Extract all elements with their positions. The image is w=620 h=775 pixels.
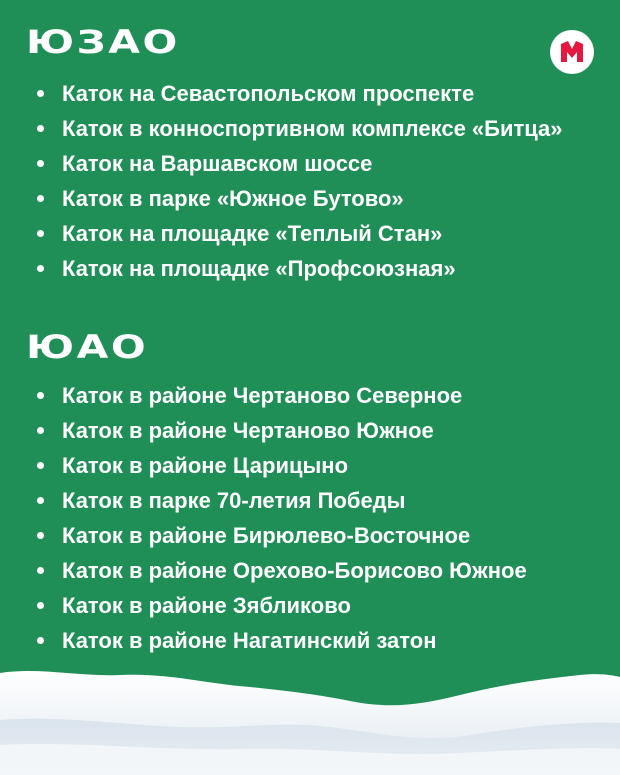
- list-item: [0, 113, 620, 144]
- list-item-label: Каток в конноспортивном комплексе «Битца»: [62, 116, 563, 141]
- bullet-icon: [37, 392, 44, 399]
- section-title-yuao: ЮАО: [26, 328, 149, 366]
- bullet-icon: [37, 160, 44, 167]
- list-item-label: Каток на Севастопольском проспекте: [62, 81, 475, 106]
- list-item-label: Каток в районе Орехово-Борисово Южное: [62, 558, 527, 583]
- yuao-rink-list: [0, 380, 620, 660]
- list-item: [0, 555, 620, 586]
- list-item: [0, 485, 620, 516]
- bullet-icon: [37, 462, 44, 469]
- snow-drift-illustration: [0, 665, 620, 775]
- list-item-label: Каток в районе Зябликово: [62, 593, 351, 618]
- list-item-label: Каток в парке 70-летия Победы: [62, 488, 406, 513]
- list-item: [0, 183, 620, 214]
- list-item-label: Каток в районе Чертаново Северное: [62, 383, 463, 408]
- list-item-label: Каток на Варшавском шоссе: [62, 151, 373, 176]
- list-item: [0, 380, 620, 411]
- m-logo-glyph: [559, 40, 585, 64]
- list-item: [0, 78, 620, 109]
- m-logo-icon: [550, 30, 594, 74]
- list-item-label: Каток в парке «Южное Бутово»: [62, 186, 404, 211]
- bullet-icon: [37, 602, 44, 609]
- list-item: [0, 590, 620, 621]
- list-item-label: Каток в районе Нагатинский затон: [62, 628, 437, 653]
- list-item: [0, 415, 620, 446]
- list-item: [0, 148, 620, 179]
- bullet-icon: [37, 90, 44, 97]
- bullet-icon: [37, 427, 44, 434]
- bullet-icon: [37, 497, 44, 504]
- bullet-icon: [37, 532, 44, 539]
- bullet-icon: [37, 195, 44, 202]
- bullet-icon: [37, 567, 44, 574]
- list-item: [0, 218, 620, 249]
- list-item-label: Каток в районе Бирюлево-Восточное: [62, 523, 471, 548]
- list-item: [0, 520, 620, 551]
- list-item: [0, 253, 620, 284]
- bullet-icon: [37, 265, 44, 272]
- list-item-label: Каток на площадке «Профсоюзная»: [62, 256, 456, 281]
- list-item-label: Каток в районе Чертаново Южное: [62, 418, 434, 443]
- bullet-icon: [37, 230, 44, 237]
- list-item: [0, 450, 620, 481]
- bullet-icon: [37, 125, 44, 132]
- list-item: [0, 625, 620, 656]
- yuzao-rink-list: [0, 78, 620, 288]
- list-item-label: Каток на площадке «Теплый Стан»: [62, 221, 443, 246]
- bullet-icon: [37, 637, 44, 644]
- section-title-yuzao: ЮЗАО: [26, 23, 180, 61]
- list-item-label: Каток в районе Царицыно: [62, 453, 349, 478]
